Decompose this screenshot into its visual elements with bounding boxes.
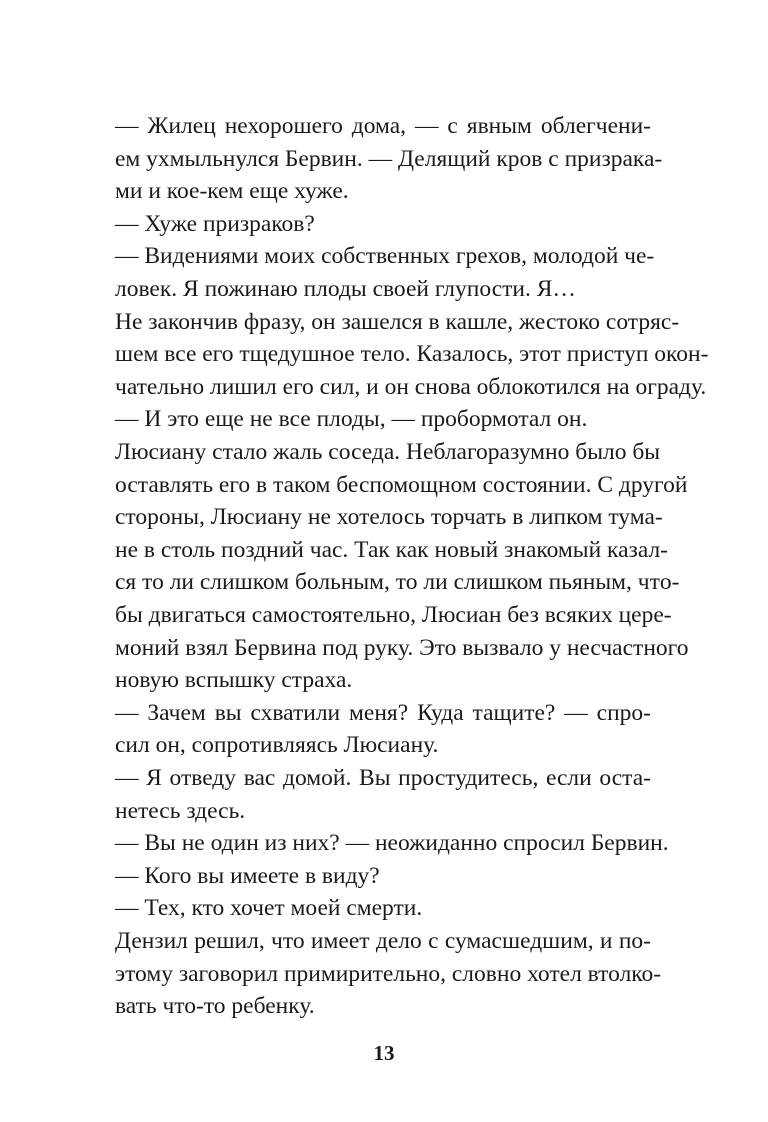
text-line: Не закончив фразу, он зашелся в кашле, жестоко сотряс- xyxy=(115,308,680,335)
text-line: не в столь поздний час. Так как новый знакомый казал- xyxy=(115,536,669,563)
text-line: оставлять его в таком беспомощном состоянии. С другой xyxy=(115,471,688,498)
text-line: — Тех, кто хочет моей смерти. xyxy=(115,895,423,922)
text-line: сил он, сопротивляясь Люсиану. xyxy=(115,732,439,759)
text-line: бы двигаться самостоятельно, Люсиан без всяких цере- xyxy=(115,602,672,628)
page-number: 13 xyxy=(373,1040,395,1065)
text-line: — Кого вы имеете в виду? xyxy=(115,862,380,889)
text-line: — Вы не один из них? — неожиданно спросил Бервин. xyxy=(115,830,669,857)
text-line: вать что-то ребенку. xyxy=(115,993,315,1020)
text-line: — Видениями моих собственных грехов, молодой че- xyxy=(115,243,655,270)
text-line: шем все его тщедушное тело. Казалось, этот приступ окон- xyxy=(115,341,709,368)
text-line: этому заговорил примирительно, словно хотел втолко- xyxy=(115,960,662,987)
text-line: чательно лишил его сил, и он снова облокотился на ограду. xyxy=(115,373,707,400)
text-line: стороны, Люсиану не хотелось торчать в липком тума- xyxy=(115,504,663,531)
text-line: Дензил решил, что имеет дело с сумасшедшим, и по- xyxy=(115,928,651,954)
text-line: ловек. Я пожинаю плоды своей глупости. Я… xyxy=(115,276,576,302)
text-line: ми и кое-кем еще хуже. xyxy=(115,178,349,205)
text-line: ем ухмыльнулся Бервин. — Делящий кров с призрака- xyxy=(115,145,663,172)
text-line: — Зачем вы схватили меня? Куда тащите? — спро- xyxy=(115,699,651,726)
text-line: нетесь здесь. xyxy=(115,797,246,824)
text-line: моний взял Бервина под руку. Это вызвало у несчастного xyxy=(115,634,689,661)
text-line: — Я отведу вас домой. Вы простудитесь, если оста- xyxy=(115,765,651,791)
text-line: ся то ли слишком больным, то ли слишком пьяным, чтo- xyxy=(115,569,680,596)
text-line: — И это еще не все плоды, — пробормотал он. xyxy=(115,406,588,433)
text-line: — Жилец нехорошего дома, — с явным облегчени- xyxy=(115,113,651,139)
text-line: — Хуже призраков? xyxy=(115,210,315,237)
text-line: Люсиану стало жаль соседа. Неблагоразумно было бы xyxy=(115,439,661,465)
text-line: новую вспышку страха. xyxy=(115,667,353,694)
